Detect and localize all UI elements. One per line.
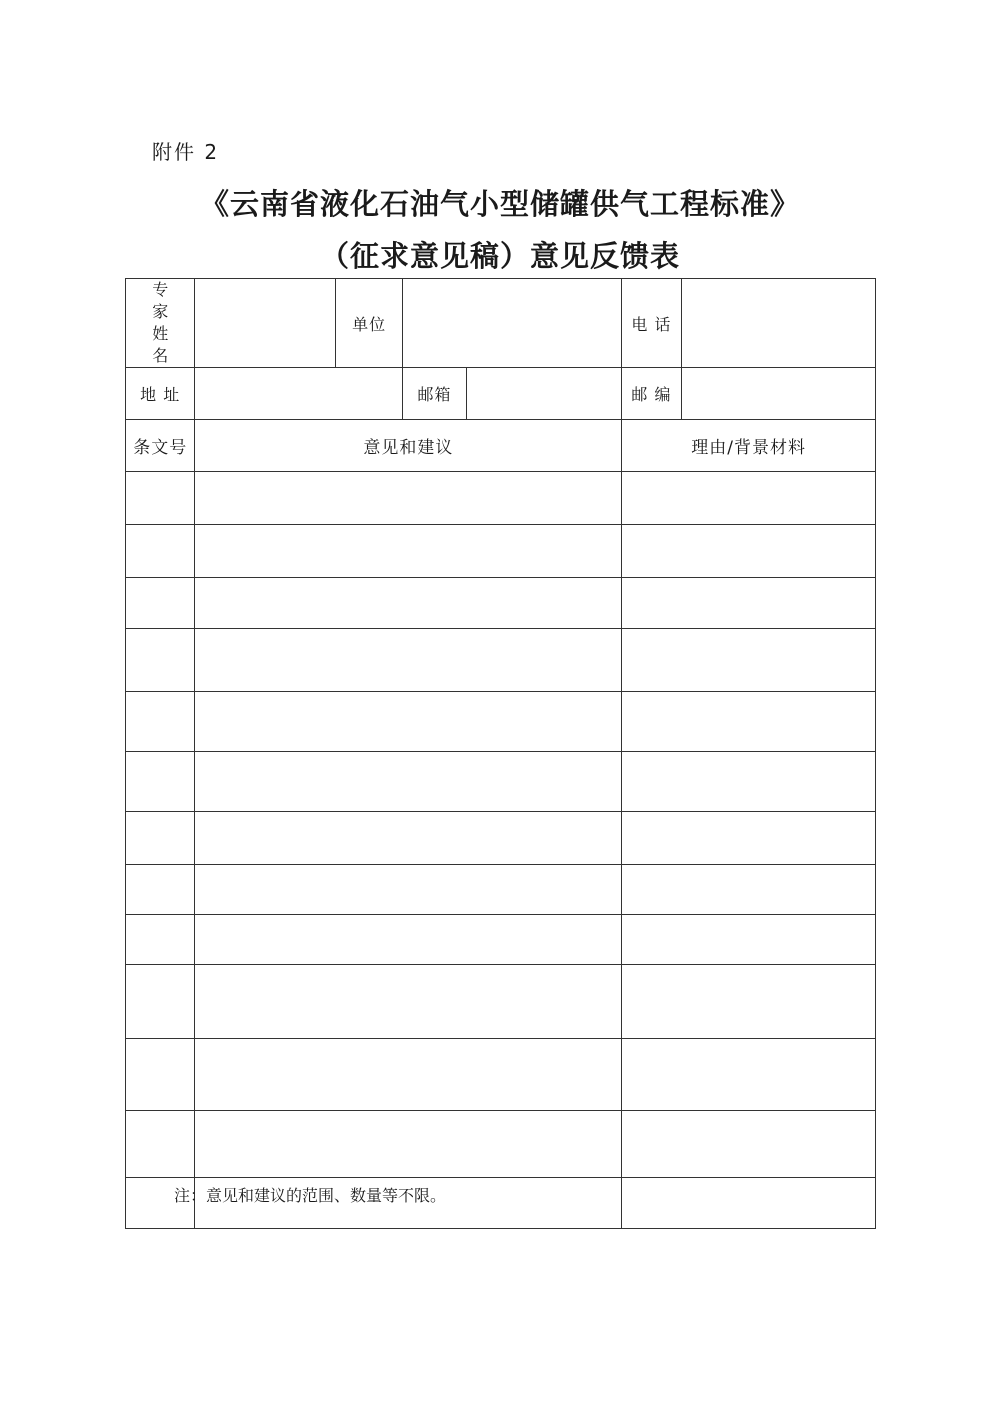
attachment-label: 附件 2 <box>152 140 220 164</box>
reason-cell[interactable] <box>622 525 876 578</box>
opinion-cell[interactable] <box>195 865 622 915</box>
column-header-row <box>126 420 876 472</box>
feedback-row <box>126 965 876 1039</box>
opinion-header: 意见和建议 <box>195 420 622 472</box>
postcode-label: 邮 编 <box>622 368 681 420</box>
opinion-cell[interactable] <box>195 578 622 629</box>
opinion-cell[interactable] <box>195 692 622 752</box>
reason-cell[interactable] <box>622 915 876 965</box>
reason-cell[interactable] <box>622 629 876 692</box>
opinion-cell[interactable] <box>195 812 622 865</box>
reason-cell[interactable] <box>622 578 876 629</box>
clause-number-cell[interactable] <box>126 915 195 965</box>
reason-cell[interactable] <box>622 965 876 1039</box>
clause-number-cell[interactable] <box>126 1039 195 1111</box>
feedback-row <box>126 812 876 865</box>
address-row <box>126 368 876 420</box>
reason-cell[interactable] <box>622 1039 876 1111</box>
footnote: 注：意见和建议的范围、数量等不限。 <box>174 1186 447 1205</box>
clause-number-cell[interactable] <box>126 812 195 865</box>
phone-label: 电 话 <box>622 279 681 368</box>
clause-number-cell[interactable] <box>126 752 195 812</box>
opinion-cell[interactable] <box>195 1111 622 1178</box>
clause-number-cell[interactable] <box>126 865 195 915</box>
clause-number-cell[interactable] <box>126 965 195 1039</box>
unit-label: 单位 <box>336 279 402 368</box>
opinion-cell[interactable] <box>195 965 622 1039</box>
reason-cell[interactable] <box>622 472 876 525</box>
postcode-field[interactable] <box>681 368 875 420</box>
address-label: 地 址 <box>126 368 195 420</box>
reason-cell[interactable] <box>622 752 876 812</box>
unit-field[interactable] <box>402 279 621 368</box>
email-label: 邮箱 <box>402 368 466 420</box>
opinion-cell[interactable] <box>195 752 622 812</box>
clause-number-cell[interactable] <box>126 629 195 692</box>
feedback-rows <box>126 472 876 1229</box>
reason-cell[interactable] <box>622 865 876 915</box>
feedback-row <box>126 629 876 692</box>
opinion-cell[interactable] <box>195 1039 622 1111</box>
form-subtitle: （征求意见稿）意见反馈表 <box>319 239 680 273</box>
feedback-table <box>125 278 876 1229</box>
clause-number-cell[interactable] <box>126 1111 195 1178</box>
reason-cell[interactable] <box>622 1178 876 1229</box>
feedback-row <box>126 578 876 629</box>
expert-name-field[interactable] <box>195 279 336 368</box>
feedback-row <box>126 525 876 578</box>
feedback-row <box>126 915 876 965</box>
reason-cell[interactable] <box>622 812 876 865</box>
opinion-cell[interactable] <box>195 525 622 578</box>
email-field[interactable] <box>467 368 622 420</box>
feedback-row <box>126 692 876 752</box>
clause-number-header: 条文号 <box>126 420 195 472</box>
opinion-cell[interactable] <box>195 629 622 692</box>
clause-number-cell[interactable] <box>126 578 195 629</box>
expert-info-row <box>126 279 876 368</box>
feedback-row <box>126 472 876 525</box>
feedback-row <box>126 1111 876 1178</box>
expert-name-label: 专 家 姓 名 <box>126 279 195 368</box>
clause-number-cell[interactable] <box>126 692 195 752</box>
reason-cell[interactable] <box>622 1111 876 1178</box>
form-title: 《云南省液化石油气小型储罐供气工程标准》 <box>199 187 800 221</box>
phone-field[interactable] <box>681 279 875 368</box>
clause-number-cell[interactable] <box>126 472 195 525</box>
reason-header: 理由/背景材料 <box>622 420 876 472</box>
address-field[interactable] <box>195 368 402 420</box>
feedback-row <box>126 752 876 812</box>
opinion-cell[interactable] <box>195 472 622 525</box>
opinion-cell[interactable] <box>195 915 622 965</box>
reason-cell[interactable] <box>622 692 876 752</box>
clause-number-cell[interactable] <box>126 525 195 578</box>
feedback-row <box>126 1039 876 1111</box>
feedback-row <box>126 865 876 915</box>
